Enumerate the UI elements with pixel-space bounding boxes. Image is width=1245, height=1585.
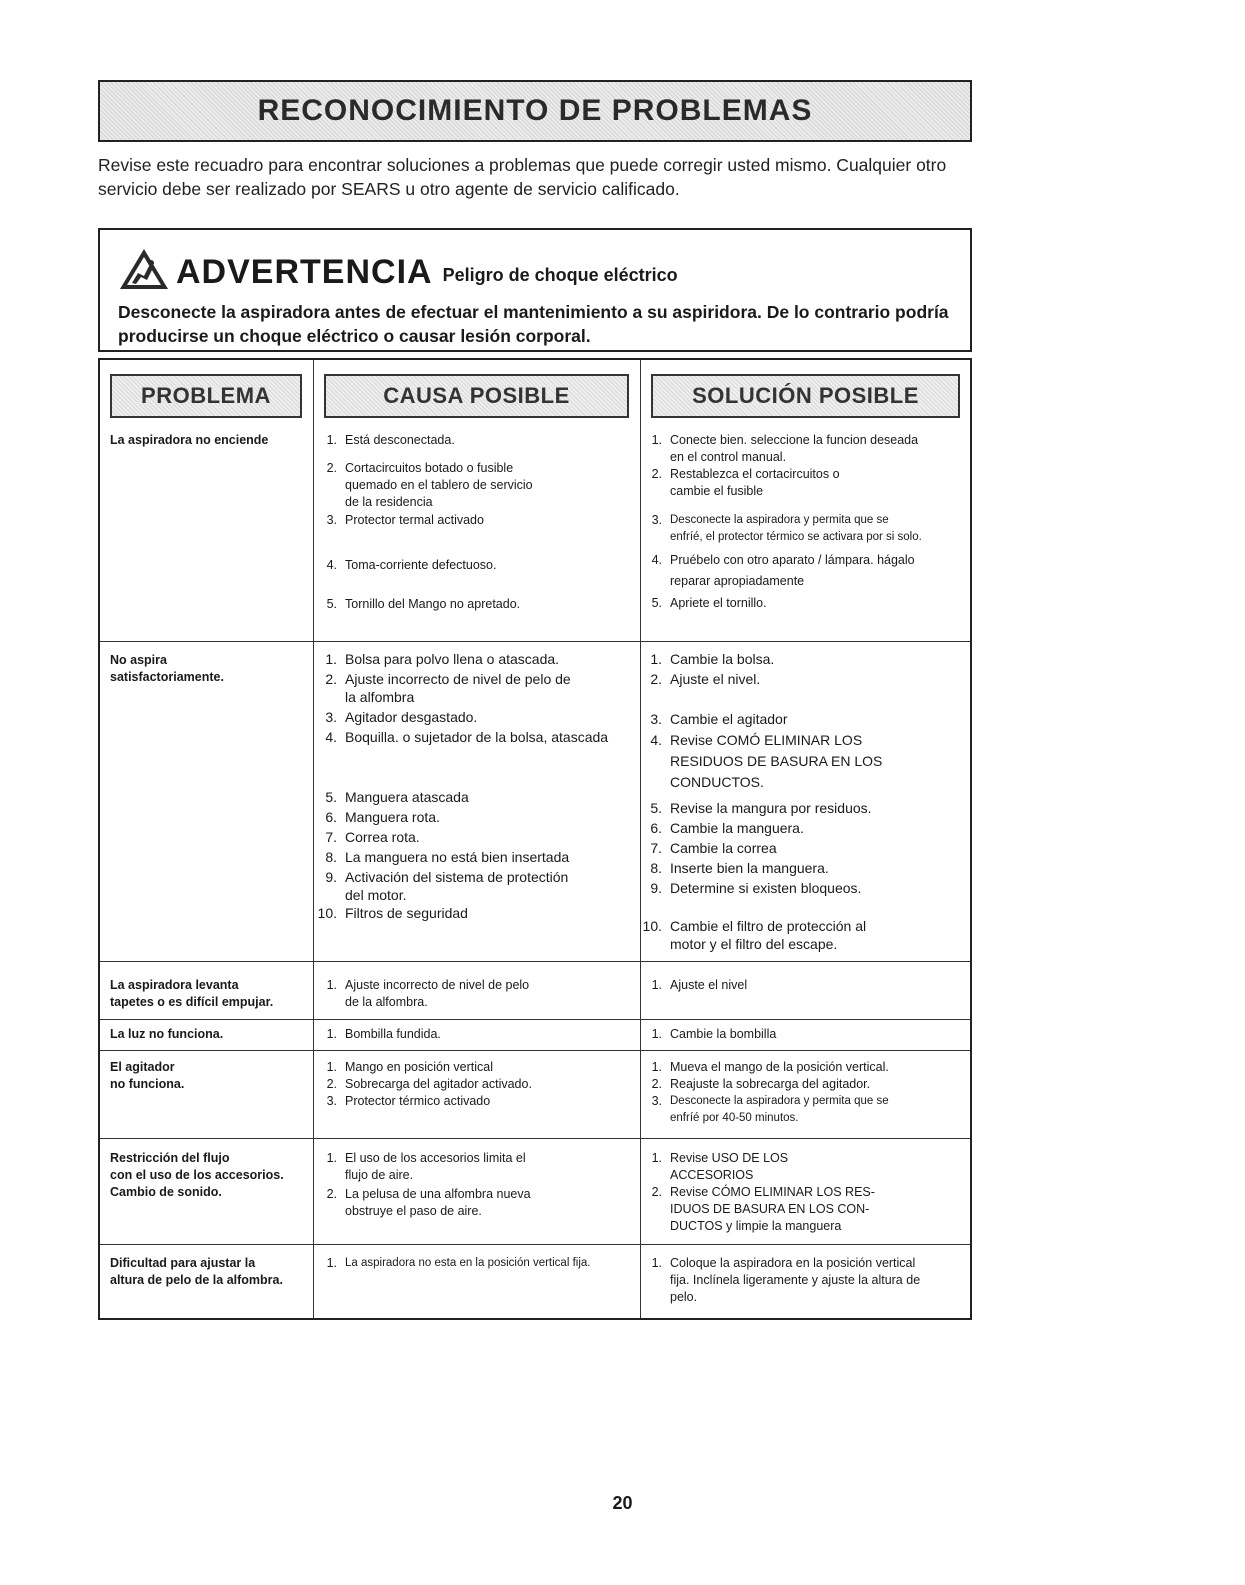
item-text: Manguera rota. (345, 809, 440, 825)
header-solution-label: SOLUCIÓN POSIBLE (692, 383, 919, 408)
item-text: Manguera atascada (345, 789, 469, 805)
item-number: 3. (326, 513, 337, 527)
item-text: Ajuste el nivel. (670, 671, 761, 687)
table-row (100, 1150, 970, 1242)
item-text: Ajuste incorrecto de nivel de pelo de la alfombra. (345, 978, 530, 1009)
item-text: El uso de los accesorios limita el flujo de aire. (345, 1151, 526, 1182)
solution-item (640, 550, 972, 592)
item-text: Revise COMÓ ELIMINAR LOS RESIDUOS DE BASURA EN LOS CONDUCTOS. (670, 732, 883, 790)
item-text: Protector termal activado (345, 513, 484, 527)
item-text: Filtros de seguridad (345, 905, 468, 921)
item-text: Revise la mangura por residuos. (670, 800, 872, 816)
cause-item (315, 650, 637, 668)
item-number: 5. (325, 789, 337, 805)
item-number: 4. (325, 729, 337, 745)
cause-item (315, 828, 637, 846)
cause-list (315, 1026, 635, 1043)
item-text: Cambie la correa (670, 840, 777, 856)
solution-item (640, 839, 970, 857)
item-text: Ajuste incorrecto de nivel de pelo de la alfombra (345, 671, 571, 705)
item-text: Pruébelo con otro aparato / lámpara. hágalo reparar apropiadamente (670, 553, 915, 588)
item-number: 5. (651, 596, 662, 610)
cause-item (315, 1255, 637, 1272)
item-text: Protector térmico activado (345, 1094, 491, 1108)
row-divider (100, 1050, 970, 1051)
cause-item (315, 788, 637, 806)
table-row (100, 977, 970, 1019)
cause-item (315, 1093, 635, 1110)
cause-item (315, 432, 635, 449)
row-divider (100, 1138, 970, 1139)
row-divider (100, 641, 970, 642)
item-text: Boquilla. o sujetador de la bolsa, atascada (345, 729, 609, 745)
warning-box (98, 228, 972, 352)
solution-item (640, 595, 972, 612)
cause-item (315, 596, 635, 613)
item-number: 1. (326, 1256, 337, 1270)
row-divider (100, 1019, 970, 1020)
solution-item (640, 977, 970, 994)
cause-list (315, 432, 635, 613)
item-text: Correa rota. (345, 829, 420, 845)
item-number: 10. (317, 905, 337, 921)
item-text: Reajuste la sobrecarga del agitador. (670, 1077, 871, 1091)
solution-item (640, 799, 970, 817)
item-number: 2. (650, 671, 662, 687)
item-number: 8. (325, 849, 337, 865)
item-number: 4. (651, 553, 662, 567)
item-number: 1. (651, 978, 662, 992)
item-number: 2. (651, 1185, 662, 1199)
item-number: 1. (326, 1060, 337, 1074)
table-row (100, 650, 970, 955)
troubleshooting-table (98, 358, 972, 1320)
item-number: 6. (325, 809, 337, 825)
item-text: Coloque la aspiradora en la posición vertical fija. Inclínela ligeramente y ajuste la altura de pelo. (670, 1256, 921, 1304)
item-text: Apriete el tornillo. (670, 596, 767, 610)
item-text: Cambie el filtro de protección al motor y el filtro del escape. (670, 918, 867, 952)
problem-text: Restricción del flujo con el uso de los accesorios. Cambio de sonido. (110, 1151, 284, 1199)
page-number: 20 (612, 1493, 633, 1513)
item-text: Inserte bien la manguera. (670, 860, 829, 876)
solution-list (640, 1059, 970, 1127)
header-solution (651, 374, 960, 418)
item-number: 1. (326, 1151, 337, 1165)
solution-item (640, 512, 972, 546)
item-number: 2. (651, 467, 662, 481)
cause-list (315, 1059, 635, 1110)
item-text: Toma-corriente defectuoso. (345, 558, 497, 572)
item-number: 7. (325, 829, 337, 845)
cause-list (315, 650, 637, 922)
cause-item (315, 670, 637, 706)
item-number: 3. (651, 1094, 662, 1108)
row-divider (100, 1244, 970, 1245)
item-number: 1. (651, 1060, 662, 1074)
item-number: 1. (651, 1027, 662, 1041)
table-row (100, 1026, 970, 1046)
item-text: Conecte bien. seleccione la funcion deseada en el control manual. (670, 433, 919, 464)
item-text: Desconecte la aspiradora y permita que se enfríé por 40-50 minutos. (670, 1095, 889, 1124)
item-number: 7. (650, 840, 662, 856)
header-problem-label: PROBLEMA (141, 383, 271, 408)
cause-item (315, 728, 637, 746)
item-number: 4. (326, 558, 337, 572)
item-text: Cambie la bolsa. (670, 651, 775, 667)
problem-text: La luz no funciona. (110, 1027, 224, 1041)
item-number: 2. (325, 671, 337, 687)
item-number: 1. (651, 1151, 662, 1165)
item-text: Cambie la manguera. (670, 820, 804, 836)
item-text: Bombilla fundida. (345, 1027, 441, 1041)
solution-item (640, 432, 972, 466)
item-number: 1. (651, 433, 662, 447)
cause-item (315, 460, 635, 511)
solution-item (640, 670, 970, 688)
solution-item (640, 730, 970, 793)
item-number: 5. (326, 597, 337, 611)
item-text: Cambie la bombilla (670, 1027, 777, 1041)
cause-item (315, 557, 635, 574)
item-text: Desconecte la aspiradora y permita que se enfríé, el protector térmico se activara por si solo. (670, 514, 922, 543)
item-text: Restablezca el cortacircuitos o cambie el fusible (670, 467, 840, 498)
solution-item (640, 1093, 970, 1127)
solution-list (640, 1150, 970, 1235)
item-text: Bolsa para polvo llena o atascada. (345, 651, 560, 667)
item-number: 6. (650, 820, 662, 836)
cause-item (315, 1076, 635, 1093)
solution-item (640, 466, 972, 500)
solution-item (640, 1076, 970, 1093)
item-number: 5. (650, 800, 662, 816)
solution-item (640, 710, 970, 728)
solution-item (640, 1026, 970, 1043)
item-number: 1. (325, 651, 337, 667)
solution-item (640, 917, 970, 953)
item-text: Tornillo del Mango no apretado. (345, 597, 521, 611)
problem-text: Dificultad para ajustar la altura de pelo de la alfombra. (110, 1256, 283, 1287)
item-text: Cortacircuitos botado o fusible quemado en el tablero de servicio de la residencia (345, 461, 533, 509)
item-number: 9. (325, 869, 337, 885)
page-title: RECONOCIMIENTO DE PROBLEMAS (257, 94, 813, 127)
cause-list (315, 1150, 635, 1220)
cause-list (315, 977, 635, 1011)
item-number: 2. (326, 1187, 337, 1201)
item-text: Revise USO DE LOS ACCESORIOS (670, 1151, 789, 1182)
cause-item (315, 904, 637, 922)
solution-item (640, 879, 970, 897)
problem-text: El agitador no funciona. (110, 1060, 185, 1091)
solution-item (640, 1059, 970, 1076)
solution-list (640, 1255, 970, 1306)
item-number: 3. (651, 513, 662, 527)
item-number: 3. (325, 709, 337, 725)
solution-item (640, 1184, 970, 1235)
solution-list (640, 1026, 970, 1043)
item-text: La aspiradora no esta en la posición vertical fija. (345, 1257, 591, 1269)
item-number: 3. (650, 711, 662, 727)
table-row (100, 1059, 970, 1129)
item-number: 8. (650, 860, 662, 876)
cause-item (315, 1150, 635, 1184)
solution-item (640, 1150, 970, 1184)
item-number: 4. (650, 732, 662, 748)
solution-list (640, 977, 970, 994)
problem-text: La aspiradora levanta tapetes o es difícil empujar. (110, 978, 274, 1009)
solution-item (640, 819, 970, 837)
solution-list (640, 650, 970, 953)
cause-item (315, 512, 635, 529)
item-number: 1. (651, 1256, 662, 1270)
page-title-banner (98, 80, 972, 142)
item-text: La manguera no está bien insertada (345, 849, 570, 865)
item-number: 10. (642, 918, 662, 934)
problem-text: La aspiradora no enciende (110, 433, 269, 447)
item-number: 1. (650, 651, 662, 667)
table-row (100, 1255, 970, 1315)
item-number: 2. (326, 1077, 337, 1091)
item-text: Mango en posición vertical (345, 1060, 493, 1074)
item-number: 1. (326, 433, 337, 447)
cause-item (315, 808, 637, 826)
header-cause (324, 374, 629, 418)
item-text: Mueva el mango de la posición vertical. (670, 1060, 889, 1074)
item-text: Sobrecarga del agitador activado. (345, 1077, 532, 1091)
item-text: Ajuste el nivel (670, 978, 748, 992)
solution-item (640, 650, 970, 668)
warning-header (118, 244, 952, 292)
warning-text: Desconecte la aspiradora antes de efectuar el mantenimiento a su aspiridora. De lo contrario podría producirse un choque eléctrico o causar lesión corporal. (118, 302, 949, 346)
row-divider (100, 961, 970, 962)
solution-item (640, 1255, 970, 1306)
item-text: Agitador desgastado. (345, 709, 478, 725)
item-number: 1. (326, 1027, 337, 1041)
header-cause-label: CAUSA POSIBLE (383, 383, 570, 408)
item-number: 9. (650, 880, 662, 896)
table-row (100, 430, 970, 640)
cause-list (315, 1255, 637, 1272)
item-text: Revise CÓMO ELIMINAR LOS RES- IDUOS DE BASURA EN LOS CON- DUCTOS y limpie la manguera (670, 1185, 875, 1233)
cause-item (315, 868, 637, 904)
problem-text: No aspira satisfactoriamente. (110, 653, 224, 684)
item-text: La pelusa de una alfombra nueva obstruye el paso de aire. (345, 1187, 531, 1218)
cause-item (315, 1186, 635, 1220)
item-text: Activación del sistema de protectión del motor. (345, 869, 569, 903)
cause-item (315, 1059, 635, 1076)
cause-item (315, 848, 637, 866)
cause-item (315, 708, 637, 726)
cause-item (315, 1026, 635, 1043)
item-number: 2. (326, 461, 337, 475)
electric-shock-warning-icon (118, 246, 170, 292)
item-number: 2. (651, 1077, 662, 1091)
solution-list (640, 432, 972, 612)
item-text: Está desconectada. (345, 433, 455, 447)
item-text: Cambie el agitador (670, 711, 788, 727)
item-number: 3. (326, 1094, 337, 1108)
warning-subtitle: Peligro de choque eléctrico (442, 265, 678, 285)
solution-item (640, 859, 970, 877)
cause-item (315, 977, 635, 1011)
item-number: 1. (326, 978, 337, 992)
header-problem (110, 374, 302, 418)
item-text: Determine si existen bloqueos. (670, 880, 862, 896)
warning-title: ADVERTENCIA (176, 253, 433, 291)
intro-text: Revise este recuadro para encontrar soluciones a problemas que puede corregir usted mismo. Cualquier otro servicio debe ser realizado por SEARS u otro agente de servicio calificado. (98, 155, 947, 199)
